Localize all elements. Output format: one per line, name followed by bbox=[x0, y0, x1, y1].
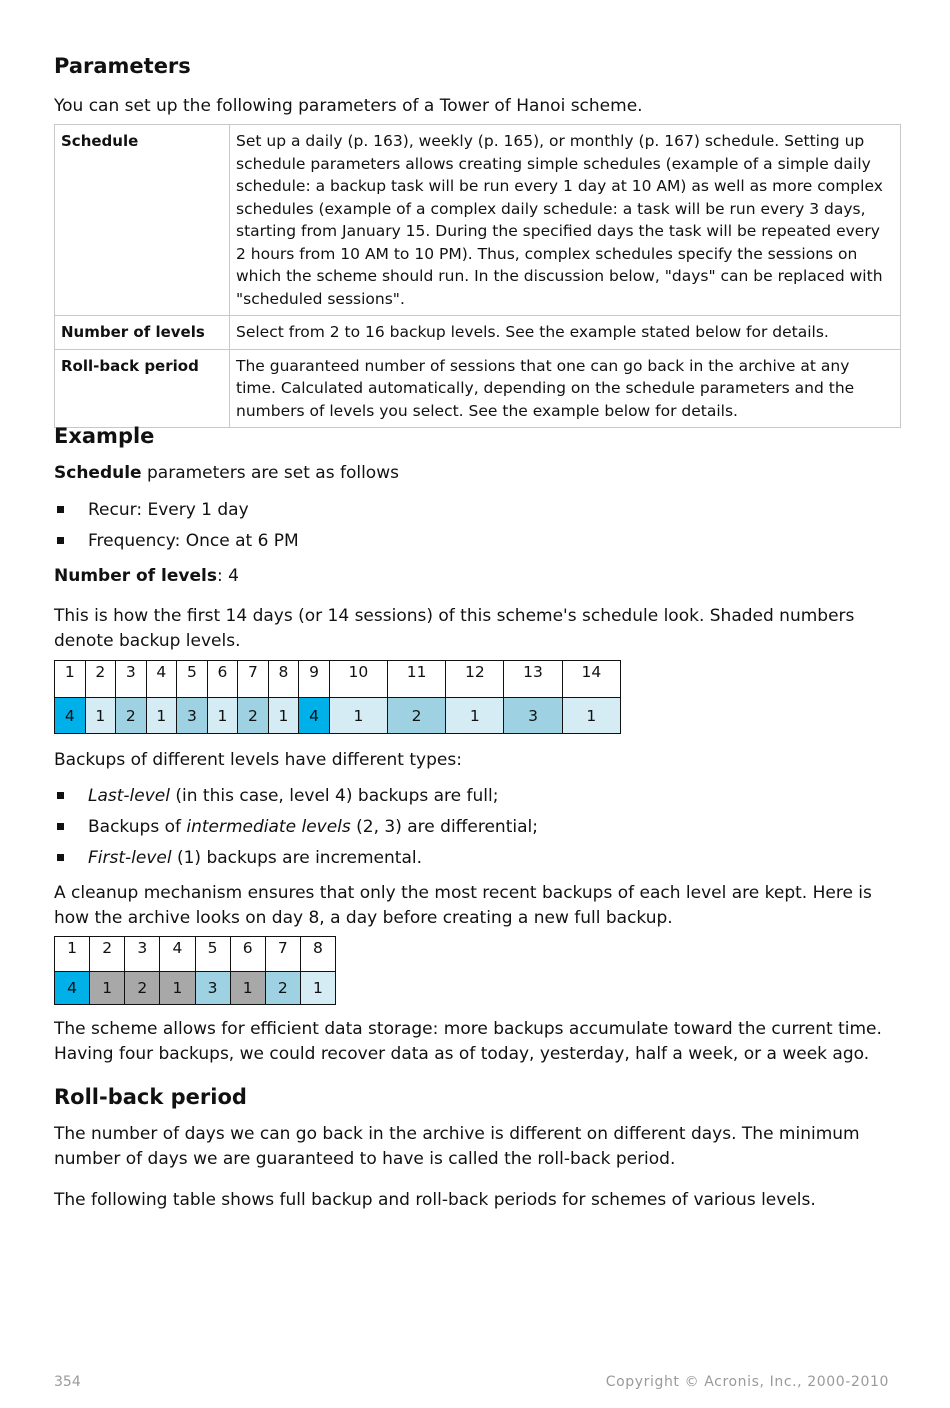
parameters-intro: You can set up the following parameters of a Tower of Hanoi scheme. bbox=[54, 96, 643, 116]
param-description: Select from 2 to 16 backup levels. See the example stated below for details. bbox=[230, 316, 901, 350]
schedule-rest: parameters are set as follows bbox=[141, 463, 399, 483]
grid-day-cell: 2 bbox=[90, 937, 125, 972]
type-rest: (1) backups are incremental. bbox=[171, 848, 422, 868]
grid-level-cell: 1 bbox=[85, 698, 116, 734]
cleanup-paragraph: A cleanup mechanism ensures that only the most recent backups of each level are kept. Here is how the archive looks on day 8, a day before creating a new full backup. bbox=[54, 883, 872, 928]
page-number: 354 bbox=[54, 1374, 81, 1390]
levels-bold: Number of levels bbox=[54, 566, 217, 586]
grid-day-cell: 14 bbox=[562, 661, 620, 698]
grid-level-cell: 1 bbox=[230, 972, 265, 1005]
levels-line bbox=[54, 564, 239, 589]
grid-day-cell: 6 bbox=[207, 661, 238, 698]
types-list bbox=[54, 784, 538, 877]
grid-day-cell: 5 bbox=[195, 937, 230, 972]
grid-level-row bbox=[55, 972, 336, 1005]
grid-day-cell: 8 bbox=[300, 937, 335, 972]
grid-level-cell: 1 bbox=[300, 972, 335, 1005]
param-label: Schedule bbox=[55, 125, 230, 316]
types-intro: Backups of different levels have different types: bbox=[54, 750, 462, 770]
copyright: Copyright © Acronis, Inc., 2000-2010 bbox=[605, 1374, 889, 1390]
table-row bbox=[55, 316, 901, 350]
schedule-bold: Schedule bbox=[54, 463, 142, 483]
parameters-heading: Parameters bbox=[54, 54, 191, 78]
grid-day-cell: 7 bbox=[238, 661, 269, 698]
grid-level-cell: 1 bbox=[446, 698, 504, 734]
grid-level-cell: 3 bbox=[504, 698, 562, 734]
grid-level-cell: 2 bbox=[125, 972, 160, 1005]
parameters-table bbox=[54, 124, 901, 428]
grid-level-cell: 2 bbox=[265, 972, 300, 1005]
list-item: Frequency: Once at 6 PM bbox=[54, 529, 299, 560]
param-label: Number of levels bbox=[55, 316, 230, 350]
grid-day-row bbox=[55, 661, 621, 698]
grid-level-cell: 4 bbox=[299, 698, 330, 734]
type-em: First-level bbox=[88, 848, 172, 868]
table-row bbox=[55, 125, 901, 316]
grid-day-cell: 2 bbox=[85, 661, 116, 698]
grid-level-cell: 1 bbox=[562, 698, 620, 734]
type-em: Last-level bbox=[88, 786, 170, 806]
grid-day-cell: 4 bbox=[146, 661, 177, 698]
grid-day-cell: 1 bbox=[55, 661, 86, 698]
grid-day-cell: 10 bbox=[329, 661, 387, 698]
list-item bbox=[54, 815, 538, 846]
grid-day-cell: 4 bbox=[160, 937, 195, 972]
schedule-intro bbox=[54, 461, 399, 486]
rollback-paragraph-1: The number of days we can go back in the archive is different on different days. The minimum number of days we are guaranteed to have is called the roll-back period. bbox=[54, 1124, 860, 1169]
storage-paragraph: The scheme allows for efficient data storage: more backups accumulate toward the current time. Having four backups, we could recover data as of today, yesterday, half a week, or a week ago. bbox=[54, 1019, 882, 1064]
grid-day-cell: 13 bbox=[504, 661, 562, 698]
rollback-paragraph-2: The following table shows full backup and roll-back periods for schemes of various levels. bbox=[54, 1190, 816, 1210]
schedule-grid-14 bbox=[54, 660, 621, 734]
grid-level-cell: 2 bbox=[238, 698, 269, 734]
grid-level-cell: 3 bbox=[177, 698, 208, 734]
schedule-list bbox=[54, 498, 299, 560]
grid-day-cell: 9 bbox=[299, 661, 330, 698]
grid-level-cell: 1 bbox=[207, 698, 238, 734]
grid-level-cell: 4 bbox=[55, 972, 90, 1005]
grid-level-cell: 1 bbox=[160, 972, 195, 1005]
param-description: Set up a daily (p. 163), weekly (p. 165), or monthly (p. 167) schedule. Setting up schedule parameters allows creating simple schedules (example of a simple daily schedule: a backup task will be run every 1 day at 10 AM) as well as more complex schedules (example of a complex daily schedule: a task will be run every 3 days, starting from January 15. During the specified days the task will be repeated every 2 hours from 10 AM to 10 PM). Thus, complex schedules specify the sessions on which the scheme should run. In the discussion below, "days" can be replaced with "scheduled sessions". bbox=[230, 125, 901, 316]
list-item: Recur: Every 1 day bbox=[54, 498, 299, 529]
grid-level-cell: 1 bbox=[329, 698, 387, 734]
schedule-description: This is how the first 14 days (or 14 sessions) of this scheme's schedule look. Shaded numbers denote backup levels. bbox=[54, 606, 855, 651]
table-row bbox=[55, 349, 901, 428]
levels-rest: : 4 bbox=[216, 566, 239, 586]
grid-level-cell: 2 bbox=[116, 698, 147, 734]
grid-day-cell: 6 bbox=[230, 937, 265, 972]
grid-level-cell: 1 bbox=[268, 698, 299, 734]
grid-day-cell: 5 bbox=[177, 661, 208, 698]
list-item bbox=[54, 846, 538, 877]
type-em: intermediate levels bbox=[186, 817, 351, 837]
grid-day-cell: 8 bbox=[268, 661, 299, 698]
grid-day-cell: 3 bbox=[125, 937, 160, 972]
grid-day-cell: 7 bbox=[265, 937, 300, 972]
grid-day-cell: 3 bbox=[116, 661, 147, 698]
type-rest: (2, 3) are differential; bbox=[350, 817, 538, 837]
grid-level-cell: 4 bbox=[55, 698, 86, 734]
grid-level-cell: 3 bbox=[195, 972, 230, 1005]
param-label: Roll-back period bbox=[55, 349, 230, 428]
grid-day-row bbox=[55, 937, 336, 972]
rollback-heading: Roll-back period bbox=[54, 1085, 247, 1109]
type-pre: Backups of bbox=[88, 817, 187, 837]
grid-level-cell: 1 bbox=[90, 972, 125, 1005]
grid-day-cell: 11 bbox=[388, 661, 446, 698]
list-item bbox=[54, 784, 538, 815]
example-heading: Example bbox=[54, 424, 155, 448]
param-description: The guaranteed number of sessions that one can go back in the archive at any time. Calculated automatically, depending on the schedule parameters and the numbers of levels you select. See the example below for details. bbox=[230, 349, 901, 428]
grid-level-cell: 1 bbox=[146, 698, 177, 734]
archive-grid-8 bbox=[54, 936, 336, 1005]
grid-level-cell: 2 bbox=[388, 698, 446, 734]
grid-day-cell: 12 bbox=[446, 661, 504, 698]
grid-day-cell: 1 bbox=[55, 937, 90, 972]
grid-level-row bbox=[55, 698, 621, 734]
type-rest: (in this case, level 4) backups are full; bbox=[169, 786, 499, 806]
